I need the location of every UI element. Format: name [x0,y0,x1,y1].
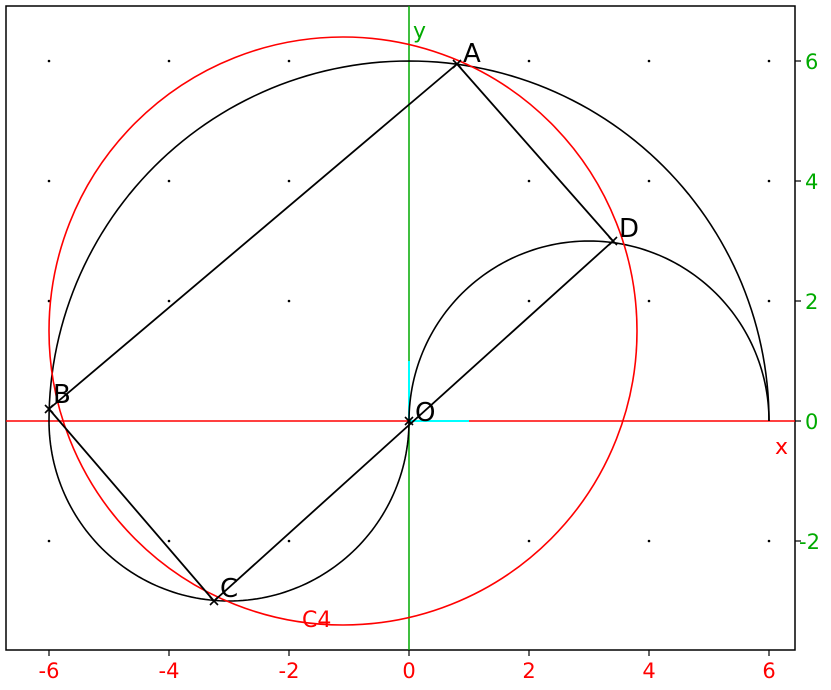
grid-dot [168,60,171,63]
y-tick-label: 2 [805,290,819,314]
y-tick-label: 6 [805,50,819,74]
grid-dot [48,540,51,543]
grid-dot [768,540,771,543]
grid-dot [528,60,531,63]
grid-dot [288,180,291,183]
grid-dot [288,300,291,303]
point-d-label: D [619,214,640,244]
grid-dot [648,60,651,63]
grid-dot [168,300,171,303]
grid-dot [168,180,171,183]
y-tick-label: -2 [799,530,820,554]
x-tick-label: 4 [642,659,656,683]
grid-dot [648,180,651,183]
grid-dot [768,60,771,63]
x-tick-label: 2 [522,659,536,683]
grid-dot [288,60,291,63]
point-c-label: C [220,574,239,604]
x-tick-label: 6 [762,659,776,683]
x-axis-label: x [775,435,789,460]
point-o-label: O [415,398,436,428]
grid-dot [288,540,291,543]
x-tick-label: 0 [402,659,416,683]
x-tick-label: -6 [38,659,60,683]
grid-dot [648,540,651,543]
grid-dot [48,180,51,183]
grid-dot [648,300,651,303]
grid-dot [768,180,771,183]
x-tick-label: -2 [278,659,300,683]
grid-dot [528,540,531,543]
circle-c4-label: C4 [302,608,332,633]
x-tick-label: -4 [158,659,180,683]
grid-dot [768,300,771,303]
y-axis-label: y [413,19,427,44]
plot-frame [6,6,795,650]
point-b-label: B [53,380,71,410]
grid-dot [528,300,531,303]
point-a-label: A [463,39,481,69]
grid-dot [48,60,51,63]
y-tick-label: 4 [805,170,819,194]
y-tick-label: 0 [805,410,819,434]
grid-dot [528,180,531,183]
grid-dot [168,540,171,543]
